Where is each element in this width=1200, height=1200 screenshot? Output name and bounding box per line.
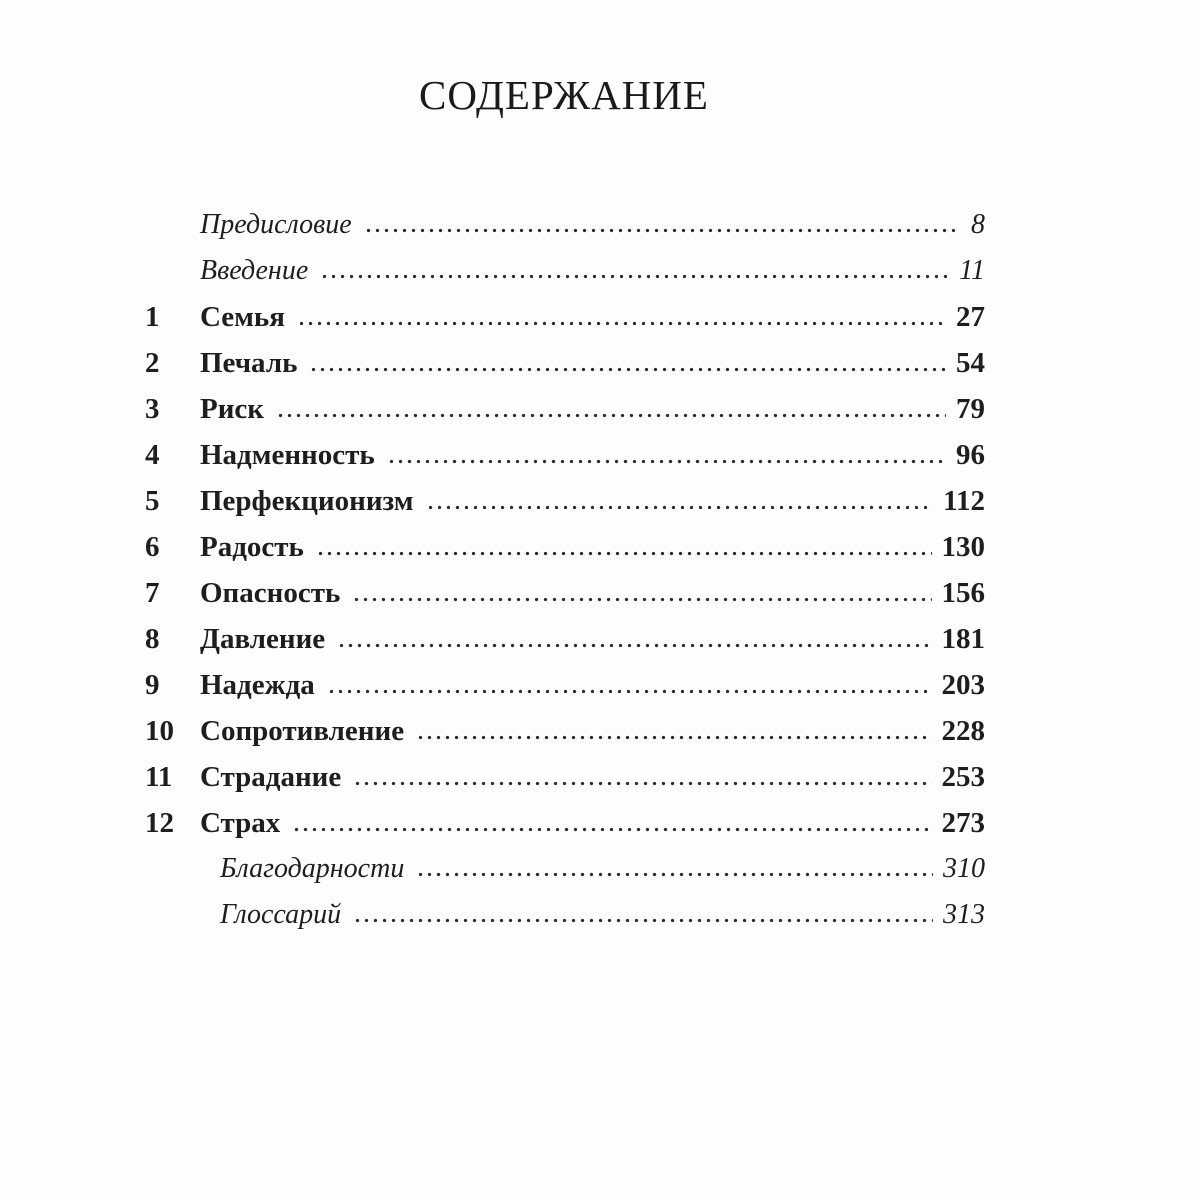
toc-entry-chapter-2 <box>145 342 985 388</box>
toc-entry-number: 3 <box>145 393 160 425</box>
dot-leader <box>416 872 933 877</box>
toc-entry-acknowledgements <box>145 848 985 894</box>
dot-leader <box>352 597 931 602</box>
dot-leader <box>364 228 955 233</box>
toc-entry-chapter-4 <box>145 434 985 480</box>
dot-leader <box>416 735 931 740</box>
toc-entry-page: 310 <box>943 853 985 884</box>
toc-entry-title: Страх <box>200 807 281 839</box>
toc-entry-chapter-1 <box>145 296 985 342</box>
toc-entry-page: 181 <box>941 623 985 655</box>
toc-entry-page: 273 <box>941 807 985 839</box>
toc-entry-chapter-10 <box>145 710 985 756</box>
dot-leader <box>426 505 934 510</box>
toc-entry-number: 9 <box>145 669 160 701</box>
toc-entry-page: 79 <box>956 393 985 425</box>
dot-leader <box>353 918 933 923</box>
toc-entry-number: 4 <box>145 439 160 471</box>
toc-entry-page: 228 <box>941 715 985 747</box>
toc-entry-title: Предисловие <box>200 209 352 240</box>
toc-entry-page: 156 <box>941 577 985 609</box>
toc-entry-title: Опасность <box>200 577 341 609</box>
toc-entry-chapter-6 <box>145 526 985 572</box>
toc-entry-title: Перфекционизм <box>200 485 414 517</box>
toc-entry-chapter-5 <box>145 480 985 526</box>
toc-entry-number: 7 <box>145 577 160 609</box>
toc-entry-number: 6 <box>145 531 160 563</box>
toc-entry-page: 313 <box>943 899 985 930</box>
toc-entry-introduction <box>145 250 985 296</box>
dot-leader <box>316 551 932 556</box>
toc-entry-number: 10 <box>145 715 174 747</box>
toc-entry-page: 130 <box>941 531 985 563</box>
dot-leader <box>387 459 946 464</box>
toc-entry-title: Введение <box>200 255 309 286</box>
toc-entry-chapter-9 <box>145 664 985 710</box>
toc-entry-title: Благодарности <box>220 853 405 884</box>
table-of-contents <box>145 204 985 940</box>
page-title: СОДЕРЖАНИЕ <box>419 72 709 118</box>
toc-entry-chapter-11 <box>145 756 985 802</box>
toc-entry-page: 8 <box>971 209 985 240</box>
toc-entry-chapter-3 <box>145 388 985 434</box>
toc-entry-page: 112 <box>943 485 985 517</box>
toc-entry-page: 203 <box>941 669 985 701</box>
toc-entry-chapter-12 <box>145 802 985 848</box>
toc-entry-chapter-7 <box>145 572 985 618</box>
toc-entry-title: Сопротивление <box>200 715 405 747</box>
toc-entry-number: 11 <box>145 761 173 793</box>
toc-entry-page: 27 <box>956 301 985 333</box>
toc-entry-glossary <box>145 894 985 940</box>
toc-entry-preface <box>145 204 985 250</box>
toc-entry-number: 2 <box>145 347 160 379</box>
toc-entry-chapter-8 <box>145 618 985 664</box>
toc-entry-number: 5 <box>145 485 160 517</box>
dot-leader <box>276 413 946 418</box>
toc-entry-title: Семья <box>200 301 285 333</box>
toc-entry-number: 12 <box>145 807 174 839</box>
toc-entry-title: Надежда <box>200 669 315 701</box>
dot-leader <box>297 321 946 326</box>
toc-entry-title: Радость <box>200 531 304 563</box>
toc-entry-page: 96 <box>956 439 985 471</box>
toc-entry-page: 11 <box>959 255 985 286</box>
dot-leader <box>337 643 931 648</box>
toc-entry-title: Давление <box>200 623 326 655</box>
toc-entry-page: 253 <box>941 761 985 793</box>
dot-leader <box>320 274 949 279</box>
toc-entry-number: 8 <box>145 623 160 655</box>
dot-leader <box>327 689 932 694</box>
toc-entry-title: Надменность <box>200 439 375 471</box>
toc-entry-title: Страдание <box>200 761 342 793</box>
toc-entry-number: 1 <box>145 301 160 333</box>
dot-leader <box>309 367 946 372</box>
toc-entry-page: 54 <box>956 347 985 379</box>
toc-entry-title: Печаль <box>200 347 298 379</box>
dot-leader <box>292 827 931 832</box>
toc-entry-title: Глоссарий <box>220 899 342 930</box>
dot-leader <box>353 781 931 786</box>
toc-entry-title: Риск <box>200 393 265 425</box>
